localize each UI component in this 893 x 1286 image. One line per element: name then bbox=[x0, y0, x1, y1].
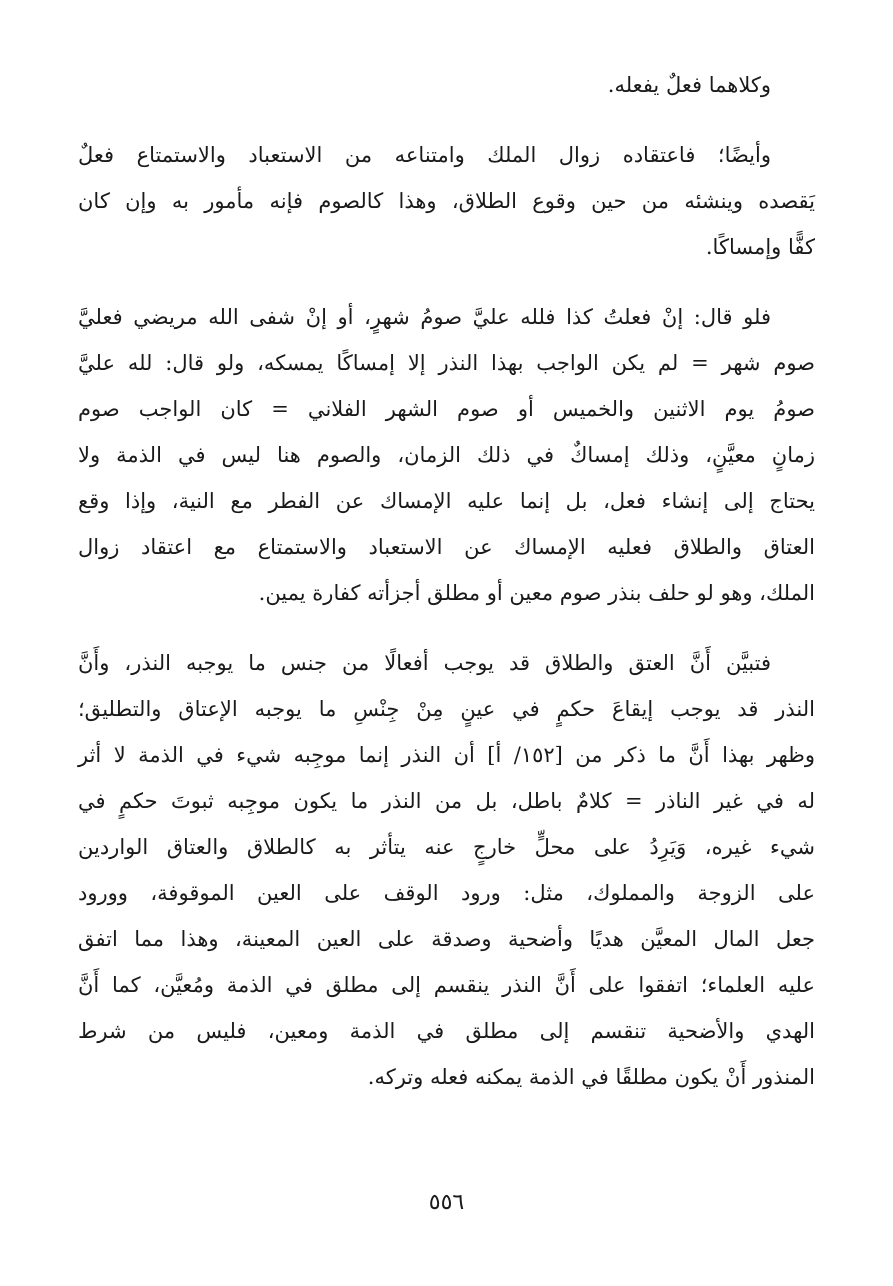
text-line: وأيضًا؛ فاعتقاده زوال الملك وامتناعه من الاستعباد والاستمتاع فعلٌ bbox=[78, 143, 771, 167]
paragraph bbox=[78, 294, 815, 616]
text-line: النذر قد يوجب إيقاعَ حكمٍ في عينٍ مِنْ جِنْسِ ما يوجبه الإعتاق والتطليق؛ bbox=[78, 697, 815, 721]
text-line: وظهر بهذا أَنَّ ما ذكر من [١٥٢/ أ] أن النذر إنما موجِبه شيء في الذمة لا أثر bbox=[78, 743, 816, 767]
text-line: الهدي والأضحية تنقسم إلى مطلق في الذمة ومعين، فليس من شرط bbox=[78, 1019, 815, 1043]
text-line: فلو قال: إنْ فعلتُ كذا فلله عليَّ صومُ شهرٍ، أو إنْ شفى الله مريضي فعليَّ bbox=[78, 305, 771, 329]
text-line: يَقصده وينشئه من حين وقوع الطلاق، وهذا كالصوم فإنه مأمور به وإن كان bbox=[78, 189, 815, 213]
text-line: المنذور أَنْ يكون مطلقًا في الذمة يمكنه فعله وتركه. bbox=[367, 1065, 815, 1089]
text-line: العتاق والطلاق فعليه الإمساك عن الاستعباد والاستمتاع مع اعتقاد زوال bbox=[78, 535, 815, 559]
page-number: ٥٥٦ bbox=[428, 1190, 465, 1215]
text-line: كفًّا وإمساكًا. bbox=[705, 235, 815, 259]
paragraph bbox=[78, 62, 815, 108]
text-line: وكلاهما فعلٌ يفعله. bbox=[607, 73, 771, 97]
page-body bbox=[78, 62, 815, 1124]
text-line: له في غير الناذر = كلامٌ باطل، بل من النذر ما يكون موجِبه ثبوتَ حكمٍ في bbox=[78, 789, 815, 813]
text-line: صومُ يوم الاثنين والخميس أو صوم الشهر الفلاني = كان الواجب صوم bbox=[78, 397, 815, 421]
text-line: يحتاج إلى إنشاء فعل، بل إنما عليه الإمساك عن الفطر مع النية، وإذا وقع bbox=[78, 489, 815, 513]
text-line: عليه العلماء؛ اتفقوا على أَنَّ النذر ينقسم إلى مطلق في الذمة ومُعيَّن، كما أَنَّ bbox=[78, 973, 815, 997]
text-line: صوم شهر = لم يكن الواجب بهذا النذر إلا إمساكًا يمسكه، ولو قال: لله عليَّ bbox=[78, 351, 815, 375]
text-line: الملك، وهو لو حلف بنذر صوم معين أو مطلق أجزأته كفارة يمين. bbox=[258, 581, 815, 605]
text-line: زمانٍ معيَّنٍ، وذلك إمساكٌ في ذلك الزمان، والصوم هنا ليس في الذمة ولا bbox=[78, 443, 815, 467]
paragraph bbox=[78, 132, 815, 270]
text-line: على الزوجة والمملوك، مثل: ورود الوقف على العين الموقوفة، وورود bbox=[78, 881, 815, 905]
text-line: شيء غيره، وَيَرِدُ على محلٍّ خارجٍ عنه يتأثر به كالطلاق والعتاق الواردين bbox=[78, 835, 815, 859]
paragraph bbox=[78, 640, 815, 1100]
text-line: جعل المال المعيَّن هديًا وأضحية وصدقة على العين المعينة، وهذا مما اتفق bbox=[78, 927, 815, 951]
text-line: فتبيَّن أَنَّ العتق والطلاق قد يوجب أفعالًا من جنس ما يوجبه النذر، وأَنَّ bbox=[78, 651, 771, 675]
